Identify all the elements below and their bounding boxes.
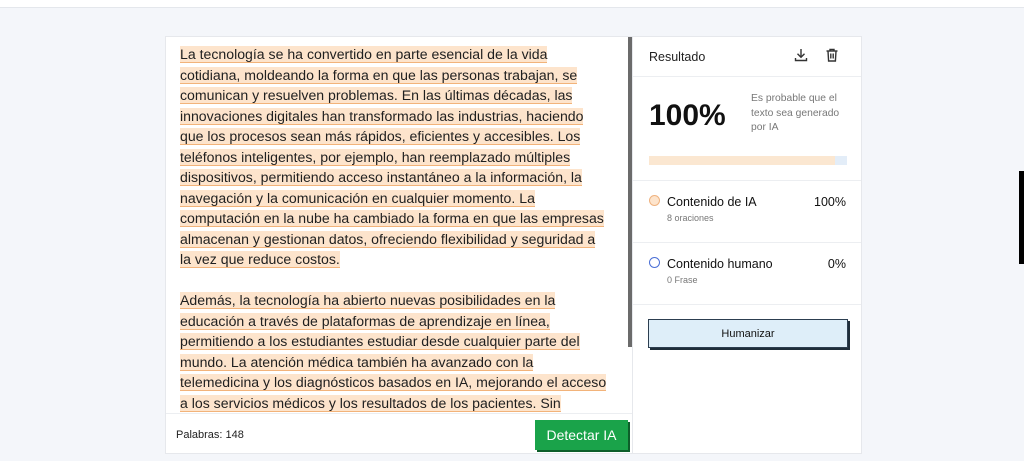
word-count: Palabras: 148 <box>176 429 244 441</box>
text-editor-panel <box>165 36 633 454</box>
paragraph-1 <box>180 44 610 270</box>
paragraph-2 <box>180 290 610 414</box>
ai-dot-icon <box>649 195 660 206</box>
ai-content-label: Contenido de IA <box>667 195 757 209</box>
score-area <box>633 77 861 181</box>
human-content-label: Contenido humano <box>667 257 773 271</box>
score-description: Es probable que el texto sea generado por IA <box>751 93 840 133</box>
human-dot-icon <box>649 257 660 268</box>
ai-progress-fill <box>649 156 835 165</box>
ai-content-row <box>633 181 861 243</box>
ai-highlight: Además, la tecnología ha abierto nuevas posibilidades en la educación a través de plataformas de aprendizaje en línea, permitiendo a los estudiantes estudiar desde cualquier parte del mundo. La atención médica también ha avanzado con la telemedicina y los diagnósticos basados en IA, mejorando el acceso a los servicios médicos y los resultados de los pacientes. Sin <box>180 292 606 414</box>
ai-score: 100% <box>649 99 726 132</box>
editor-footer <box>166 413 632 453</box>
human-content-count: 0 Frase <box>667 275 698 285</box>
ai-content-count: 8 oraciones <box>667 213 714 223</box>
ai-highlight: La tecnología se ha convertido en parte esencial de la vida cotidiana, moldeando la forma en que las personas trabajan, se comunican y resuelven problemas. En las últimas décadas, las innovaciones digitales han transformado las industrias, haciendo que los procesos sean más rápidos, eficientes y accesibles. Los teléfonos inteligentes, por ejemplo, han reemplazado múltiples dispositivos, permitiendo acceso instantáneo a la información, la navegación y la comunicación en cualquier momento. La computación en la nube ha cambiado la forma en que las empresas almacenan y gestionan datos, ofreciendo flexibilidad y seguridad a la vez que reduce costos. <box>180 46 604 267</box>
human-content-percent: 0% <box>827 257 846 271</box>
detect-ai-button[interactable]: Detectar IA <box>535 420 628 450</box>
result-title: Resultado <box>649 50 706 64</box>
top-bar <box>0 0 1024 8</box>
editor-scrollbar[interactable] <box>628 37 632 347</box>
ai-content-percent: 100% <box>814 195 846 209</box>
result-header <box>633 37 861 77</box>
humanize-button[interactable]: Humanizar <box>648 319 848 348</box>
ai-progress-bar <box>649 156 847 165</box>
result-panel <box>633 36 862 454</box>
text-editor-content[interactable] <box>166 37 632 414</box>
download-icon[interactable] <box>793 47 809 63</box>
trash-icon[interactable] <box>824 47 840 63</box>
human-content-row <box>633 243 861 305</box>
side-panel-handle[interactable] <box>1019 171 1024 264</box>
